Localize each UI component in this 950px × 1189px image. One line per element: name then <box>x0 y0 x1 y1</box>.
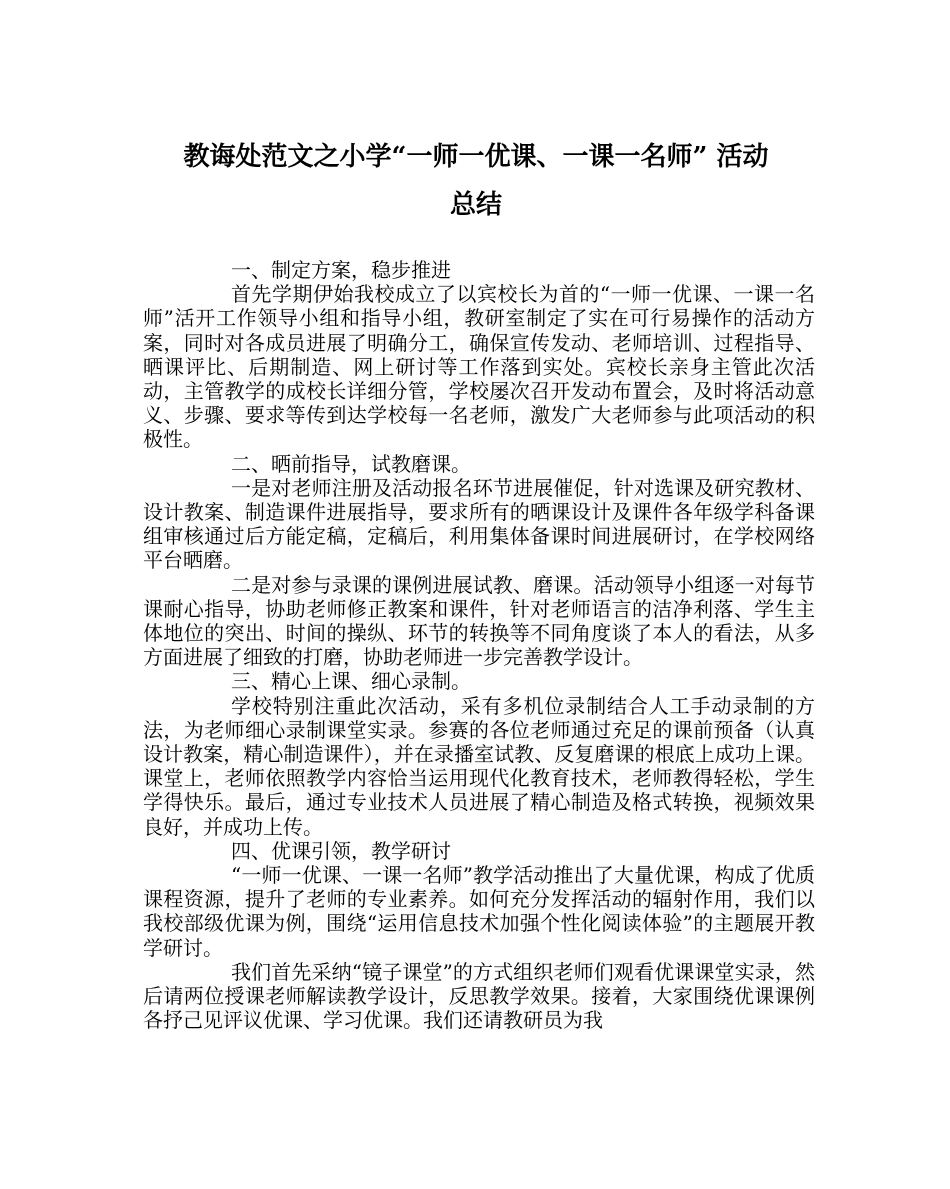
paragraph-6: 我们首先采纳“镜子课堂”的方式组织老师们观看优课课堂实录，然后请两位授课老师解读教学设计，反思教学效果。接着，大家围绕优课课例各抒己见评议优课、学习优课。我们还请教研员为我 <box>143 959 815 1033</box>
section-heading-1: 一、制定方案，稳步推进 <box>231 258 451 282</box>
section-heading-2: 二、晒前指导，试教磨课。 <box>231 451 471 476</box>
document-title-line-2: 总结 <box>449 190 502 220</box>
document-body <box>143 258 815 1033</box>
document-title-line-1: 教诲处范文之小学“一师一优课、一课一名师” 活动 <box>183 142 769 172</box>
section-heading-3: 三、精心上课、细心录制。 <box>231 669 471 694</box>
paragraph-3: 二是对参与录课的课例进展试教、磨课。活动领导小组逐一对每节课耐心指导，协助老师修正教案和课件，针对老师语言的洁净利落、学生主体地位的突出、时间的操纵、环节的转换等不同角度谈了本人的看法，从多方面进展了细致的打磨，协助老师进一步完善教学设计。 <box>143 572 815 670</box>
paragraph-5: “一师一优课、一课一名师”教学活动推出了大量优课，构成了优质课程资源，提升了老师的专业素养。如何充分发挥活动的辐射作用，我们以我校部级优课为例，围绕“运用信息技术加强个性化阅读体验”的主题展开教学研讨。 <box>143 863 815 960</box>
paragraph-2: 一是对老师注册及活动报名环节进展催促，针对选课及研究教材、设计教案、制造课件进展指导，要求所有的晒课设计及课件各年级学科备课组审核通过后方能定稿，定稿后，利用集体备课时间进展研讨，在学校网络平台晒磨。 <box>143 475 815 573</box>
section-heading-4: 四、优课引领，教学研讨 <box>231 838 451 863</box>
paragraph-1: 首先学期伊始我校成立了以宾校长为首的“一师一优课、一课一名师”活开工作领导小组和指导小组，教研室制定了实在可行易操作的活动方案，同时对各成员进展了明确分工，确保宣传发动、老师培训、过程指导、晒课评比、后期制造、网上研讨等工作落到实处。宾校长亲身主管此次活动，主管教学的成校长详细分管，学校屡次召开发动布置会，及时将活动意义、步骤、要求等传到达学校每一名老师，激发广大老师参与此项活动的积极性。 <box>143 282 815 452</box>
paragraph-4: 学校特别注重此次活动，采有多机位录制结合人工手动录制的方法，为老师细心录制课堂实录。参赛的各位老师通过充足的课前预备（认真设计教案，精心制造课件），并在录播室试教、反复磨课的根底上成功上课。课堂上，老师依照教学内容恰当运用现代化教育技术，老师教得轻松，学生学得快乐。最后，通过专业技术人员进展了精心制造及格式转换，视频效果良好，并成功上传。 <box>143 693 815 839</box>
